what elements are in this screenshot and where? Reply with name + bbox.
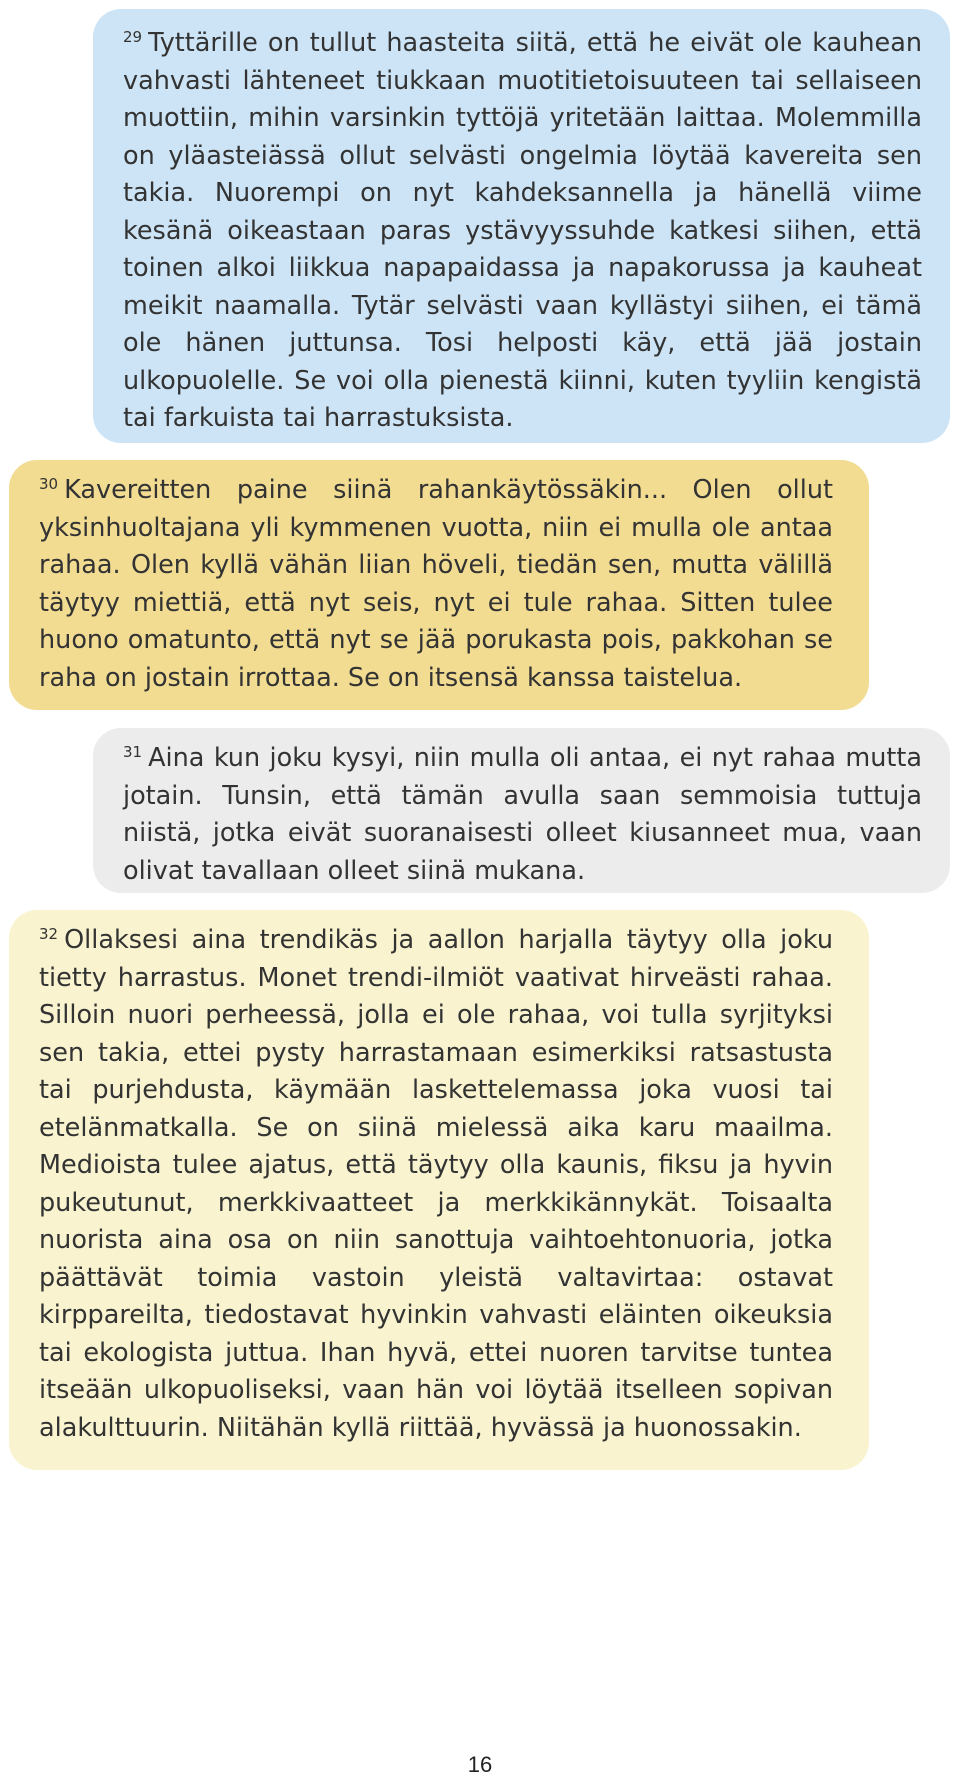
quote-text: Tyttärille on tullut haasteita siitä, että he eivät ole kauhean vahvasti lähteneet tiukkaan muotitietoisuuteen tai sellaiseen muottiin, mihin varsinkin tyttöjä yritetään laittaa. Molemmilla on yläasteiässä ollut selvästi ongelmia löytää kavereita sen takia. Nuorempi on nyt kahdeksannella ja hänellä viime kesänä oikeastaan paras ystävyyssuhde katkesi siihen, että toinen alkoi liikkua napapaidassa ja napakorussa ja kauheat meikit naamalla. Tytär selvästi vaan kyllästyi siihen, ei tämä ole hänen juttunsa. Tosi helposti käy, että jää jostain ulkopuolelle. Se voi olla pienestä kiinni, kuten tyyliin kengistä tai farkuista tai harrastuksista. [123, 28, 922, 433]
page-number: 16 [467, 1752, 493, 1777]
quote-text: Kavereitten paine siinä rahankäytössäkin... Olen ollut yksinhuoltajana yli kymmenen vuotta, niin ei mulla ole antaa rahaa. Olen kyllä vähän liian höveli, tiedän sen, mutta välillä täytyy miettiä, että nyt seis, nyt ei tule rahaa. Sitten tulee huono omatunto, että nyt se jää porukasta pois, pakkohan se raha on jostain irrottaa. Se on itsensä kanssa taistelua. [39, 475, 833, 693]
quote-box-29 [93, 9, 950, 443]
quote-number: 31 [123, 743, 143, 761]
quote-number: 29 [123, 28, 143, 46]
quote-box-32 [9, 910, 869, 1470]
quote-text: Ollaksesi aina trendikäs ja aallon harjalla täytyy olla joku tietty harrastus. Monet trendi-ilmiöt vaativat hirveästi rahaa. Silloin nuori perheessä, jolla ei ole rahaa, voi tulla syrjityksi sen takia, ettei pysty harrastamaan esimerkiksi ratsastusta tai purjehdusta, käymään laskettelemassa joka vuosi tai etelänmatkalla. Se on siinä mielessä aika karu maailma. Medioista tulee ajatus, että täytyy olla kaunis, fiksu ja hyvin pukeutunut, merkkivaatteet ja merkkikännykät. Toisaalta nuorista aina osa on niin sanottuja vaihtoehtonuoria, jotka päättävät toimia vastoin yleistä valtavirtaa: ostavat kirppareilta, tiedostavat hyvinkin vahvasti eläinten oikeuksia tai ekologista juttua. Ihan hyvä, ettei nuoren tarvitse tuntea itseään ulkopuoliseksi, vaan hän voi löytää itselleen sopivan alakulttuurin. Niitähän kyllä riittää, hyvässä ja huonossakin. [39, 925, 833, 1443]
quote-number: 30 [39, 475, 59, 493]
quote-box-31 [93, 728, 950, 893]
quote-number: 32 [39, 925, 59, 943]
quote-text: Aina kun joku kysyi, niin mulla oli antaa, ei nyt rahaa mutta jotain. Tunsin, että tämän avulla saan semmoisia tuttuja niistä, jotka eivät suoranaisesti olleet kiusanneet mua, vaan olivat tavallaan olleet siinä mukana. [123, 743, 922, 886]
quote-box-30 [9, 460, 869, 710]
